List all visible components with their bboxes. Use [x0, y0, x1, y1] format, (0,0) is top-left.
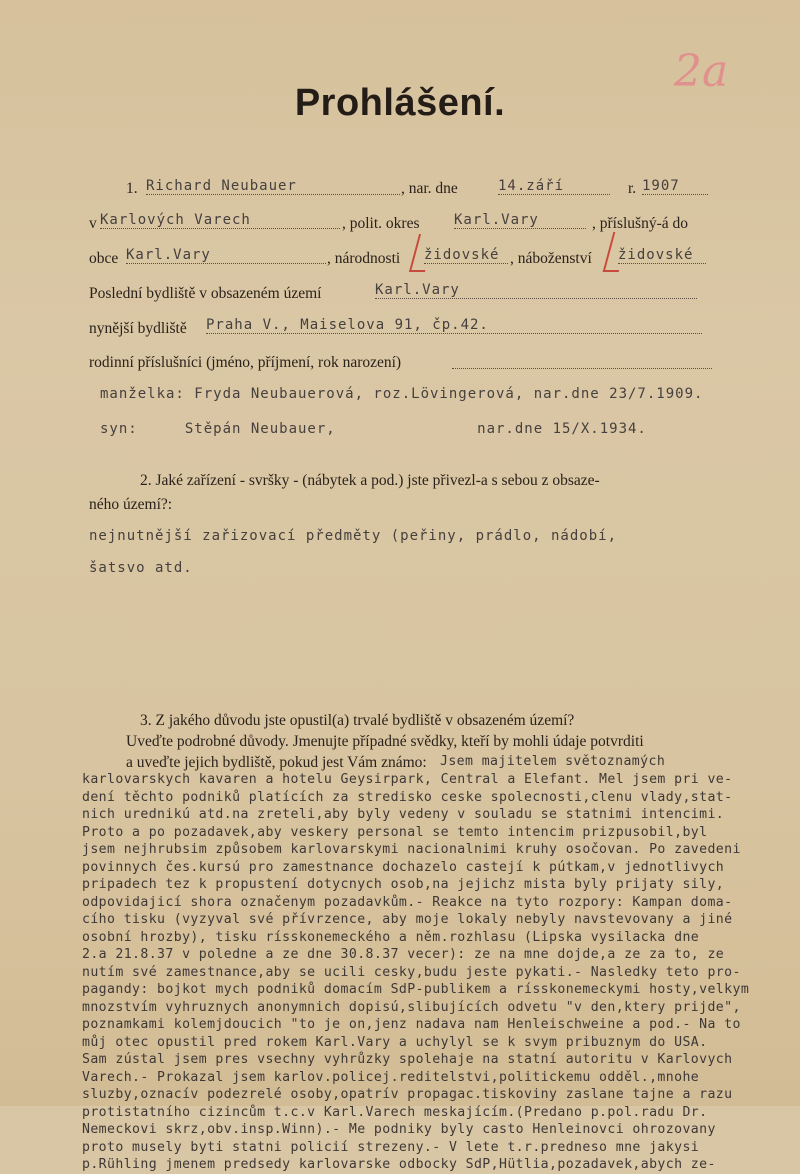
district-label: , polit. okres: [342, 215, 420, 232]
answer-line: nich urednikú atd.na zreteli,aby byly vedeny v souladu se statnimi intencimi.: [82, 807, 725, 822]
answer-line: Sam zústal jsem pres vsechny vyhrůzky spolehaje na statní autoritu v Karlovych: [82, 1052, 733, 1067]
section-2-answer-line1: nejnutnější zařizovací předměty (peřiny, prádlo, nádobí,: [89, 528, 618, 544]
answer-line: Varech.- Prokazal jsem karlov.policej.reditelstvi,politickemu odděl.,mnohe: [82, 1069, 700, 1085]
section-3-answer: [82, 771, 800, 1174]
answer-line: sluzby,oznacív podezrelé osoby,opatrív propagac.tiskoviny zaslane tajne a razu: [82, 1087, 733, 1102]
answer-line: odpovidajicí shora označenym pozadavkům.- Reakce na tyto rozpory: Kampan doma-: [82, 894, 733, 910]
section-3-question-line2: Uveďte podrobné důvody. Jmenujte případné svědky, kteří by mohli údaje potvrditi: [126, 733, 644, 750]
family-label: rodinní příslušníci (jméno, příjmení, rok narození): [89, 354, 402, 371]
current-residence-label: nynější bydliště: [89, 320, 187, 337]
year-label: r.: [628, 180, 637, 197]
answer-line: jsem nejhrubsim způsobem karlovarskymi nacionalnimi kruhy osočovan. Po zavedeni: [82, 842, 741, 857]
answer-line: 2.a 21.8.37 v poledne a ze dne 30.8.37 vecer): ze na mne dojde,a ze za to, ze: [82, 947, 725, 962]
birth-year-field: 1907: [642, 178, 708, 195]
answer-line: poznamkami kolemjdoucich "to je on,jenz nadava nam Henleischweine a pod.- Na to: [82, 1017, 741, 1032]
district-field: Karl.Vary: [454, 212, 586, 229]
answer-line: karlovarskych kavaren a hotelu Geysirpark, Central a Elefant. Mel jsem pri ve-: [82, 772, 733, 787]
religion-label: , náboženství: [510, 250, 592, 267]
belongs-label: , příslušný-á do: [592, 215, 689, 232]
answer-line: Proto a po pozadavek,aby veskery personal se temto intencim prizpusobil,byl: [82, 824, 708, 840]
answer-line: p.Rühling jmenem predsedy karlovarske odbocky SdP,Hütlia,pozadavek,abych ze-: [82, 1157, 716, 1172]
answer-line: pagandy: bojkot mych podniků domacím SdP-publikem a rísskonemeckymi hosty,velkym: [82, 982, 750, 997]
handwritten-mark: 2a: [674, 46, 729, 97]
family-member-spouse: manželka: Fryda Neubauerová, roz.Lövingerová, nar.dne 23/7.1909.: [100, 386, 704, 402]
nationality-field: židovské: [424, 247, 508, 264]
section-1-number: 1.: [126, 180, 138, 197]
birth-date-field: 14.září: [498, 178, 610, 195]
religion-field: židovské: [618, 247, 706, 264]
family-member-son: syn: Stěpán Neubauer, nar.dne 15/X.1934.: [100, 421, 647, 437]
answer-line: můj otec opustil pred rokem Karl.Vary a uchylyl se k svym pribuznym do USA.: [82, 1034, 708, 1050]
answer-line: nutím své zamestnance,aby se ucili cesky,budu jeste pykati.- Nasledky teto pro-: [82, 964, 741, 980]
answer-line: povinnych čes.kursú pro zamestnance dochazelo castejí k pútkam,v jednotlivych: [82, 859, 725, 875]
born-label: , nar. dne: [401, 180, 458, 197]
answer-line: proto musely byti statni policií strezeny.- V lete t.r.predneso mne jakysi: [82, 1139, 700, 1155]
in-label: v: [89, 215, 97, 232]
answer-line: mnozstvím vyhruznych anonymnich dopisú,slibujících odvetu "v den,ktery prijde",: [82, 999, 741, 1015]
answer-line: Nemeckovi skrz,obv.insp.Winn).- Me podniky byly casto Henleinovci ohrozovany: [82, 1122, 716, 1137]
page-title: Prohlášení.: [294, 82, 506, 124]
last-residence-label: Poslední bydliště v obsazeném území: [89, 285, 322, 302]
section-3-question-line3: a uveďte jejich bydliště, pokud jest Vám známo:: [126, 754, 427, 771]
name-field: Richard Neubauer: [146, 178, 400, 195]
municipality-label: obce: [89, 250, 119, 267]
answer-line: osobní hrozby), tisku rísskonemeckého a něm.rozhlasu (Lipska vysilacka dne: [82, 929, 700, 945]
answer-line: dení těchto podniků platících za stredisko ceske spolecnosti,clenu vlady,stat-: [82, 789, 733, 805]
answer-line: protistatního cizincům t.c.v Karl.Varech meskajícím.(Predano p.pol.radu Dr.: [82, 1104, 708, 1120]
family-label-dots: [452, 368, 712, 369]
section-3-answer-first: Jsem majitelem světoznamých: [440, 754, 666, 769]
section-2-answer-line2: šatsvo atd.: [89, 560, 193, 576]
nationality-label: , národnosti: [327, 250, 401, 267]
section-3-question-line1: 3. Z jakého důvodu jste opustil(a) trvalé bydliště v obsazeném území?: [140, 712, 575, 729]
last-residence-field: Karl.Vary: [375, 282, 697, 299]
answer-line: cího tisku (vyzyval své přívrzence, aby moje lokaly nebyly navstevovany a jiné: [82, 912, 733, 927]
section-2-question-line1: 2. Jaké zařízení - svršky - (nábytek a pod.) jste přivezl-a s sebou z obsaze-: [140, 472, 600, 489]
current-residence-field: Praha V., Maiselova 91, čp.42.: [206, 317, 702, 334]
answer-line: pripadech tez k propustení dotycnych osob,na jejichz mista byly prijaty sily,: [82, 877, 725, 892]
section-2-question-line2: ného území?:: [89, 496, 173, 513]
place-field: Karlových Varech: [100, 212, 340, 229]
municipality-field: Karl.Vary: [126, 247, 326, 264]
